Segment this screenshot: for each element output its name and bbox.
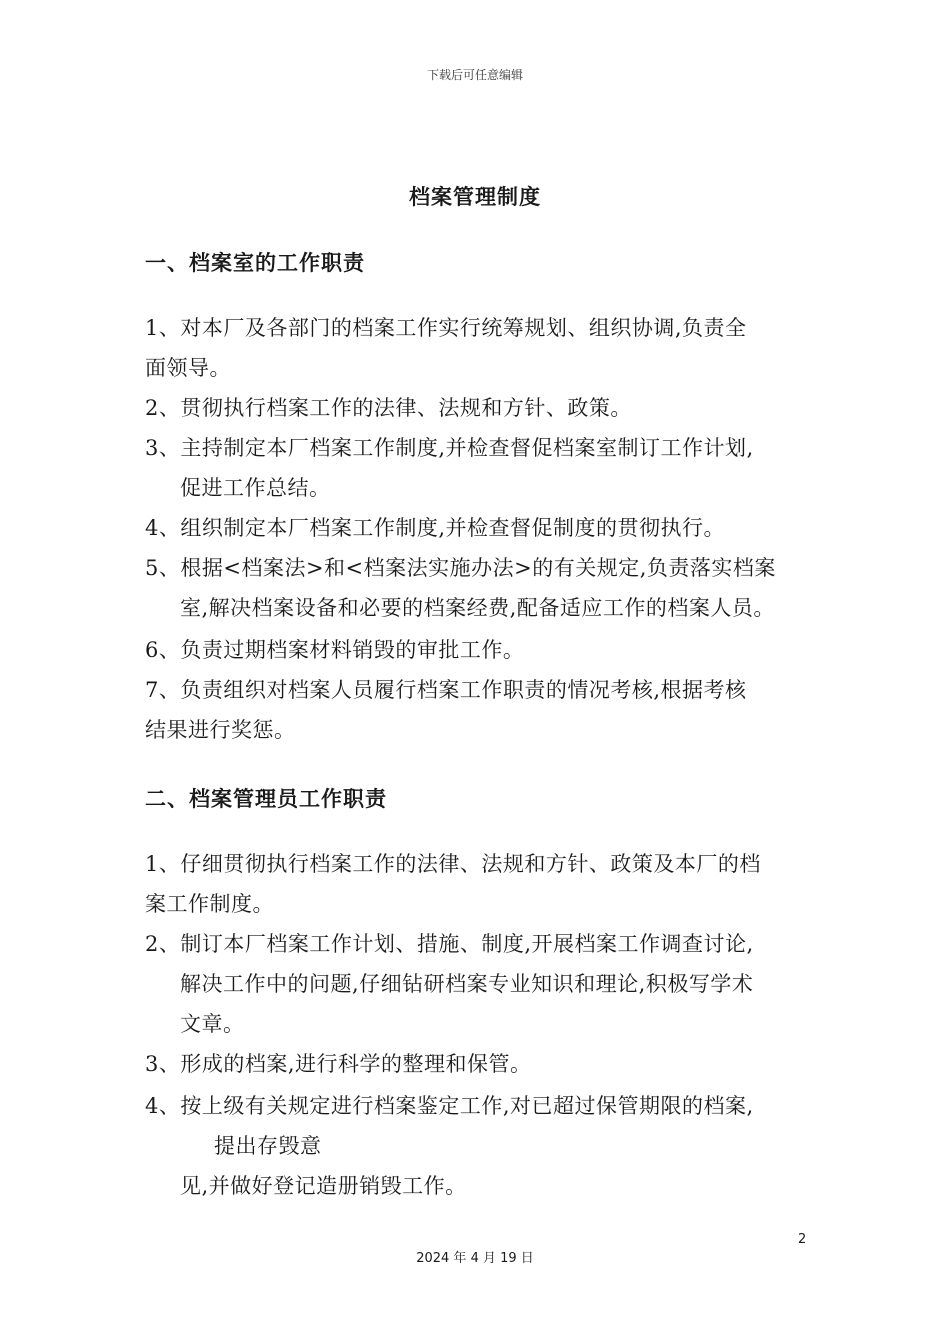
footer-date: 2024 年 4 月 19 日 — [416, 1251, 534, 1266]
list-item — [145, 308, 825, 388]
list-item-line: 7、负责组织对档案人员履行档案工作职责的情况考核,根据考核 — [145, 678, 747, 702]
list-item — [145, 1044, 825, 1084]
list-item-line: 提出存毁意 — [214, 1134, 322, 1158]
list-item — [145, 630, 825, 670]
list-item — [145, 924, 825, 1044]
list-item-line: 促进工作总结。 — [180, 476, 331, 500]
header-note: 下载后可任意编辑 — [426, 68, 523, 82]
list-item-line: 3、形成的档案,进行科学的整理和保管。 — [145, 1052, 532, 1076]
list-item — [145, 1086, 825, 1206]
list-item-line: 2、贯彻执行档案工作的法律、法规和方针、政策。 — [145, 396, 632, 420]
list-item-line: 4、组织制定本厂档案工作制度,并检查督促制度的贯彻执行。 — [145, 516, 726, 540]
list-item — [145, 428, 825, 508]
list-item-line: 文章。 — [180, 1012, 245, 1036]
list-item-line: 案工作制度。 — [145, 892, 274, 916]
list-item — [145, 508, 825, 548]
page-number: 2 — [798, 1232, 807, 1247]
section-heading-duties-of-archivist: 二、档案管理员工作职责 — [145, 787, 387, 811]
list-item-line: 1、对本厂及各部门的档案工作实行统筹规划、组织协调,负责全 — [145, 316, 747, 340]
list-item-line: 结果进行奖惩。 — [145, 718, 296, 742]
list-item-line: 1、仔细贯彻执行档案工作的法律、法规和方针、政策及本厂的档 — [145, 852, 761, 876]
list-item-line: 解决工作中的问题,仔细钻研档案专业知识和理论,积极写学术 — [180, 972, 754, 996]
list-item — [145, 388, 825, 428]
section-heading-duties-of-archive-room: 一、档案室的工作职责 — [145, 251, 365, 275]
list-item — [145, 670, 825, 750]
document-title: 档案管理制度 — [409, 185, 541, 209]
list-item-line: 6、负责过期档案材料销毁的审批工作。 — [145, 638, 525, 662]
list-item-line: 3、主持制定本厂档案工作制度,并检查督促档案室制订工作计划, — [145, 436, 754, 460]
list-item-line: 5、根据<档案法>和<档案法实施办法>的有关规定,负责落实档案 — [145, 556, 776, 580]
list-item-line: 面领导。 — [145, 356, 231, 380]
list-item-line: 4、按上级有关规定进行档案鉴定工作,对已超过保管期限的档案, — [145, 1094, 754, 1118]
list-item-line: 室,解决档案设备和必要的档案经费,配备适应工作的档案人员。 — [180, 596, 775, 620]
list-item-line: 2、制订本厂档案工作计划、措施、制度,开展档案工作调查讨论, — [145, 932, 754, 956]
list-item — [145, 548, 825, 628]
list-item-line: 见,并做好登记造册销毁工作。 — [180, 1174, 467, 1198]
list-item — [145, 844, 825, 924]
